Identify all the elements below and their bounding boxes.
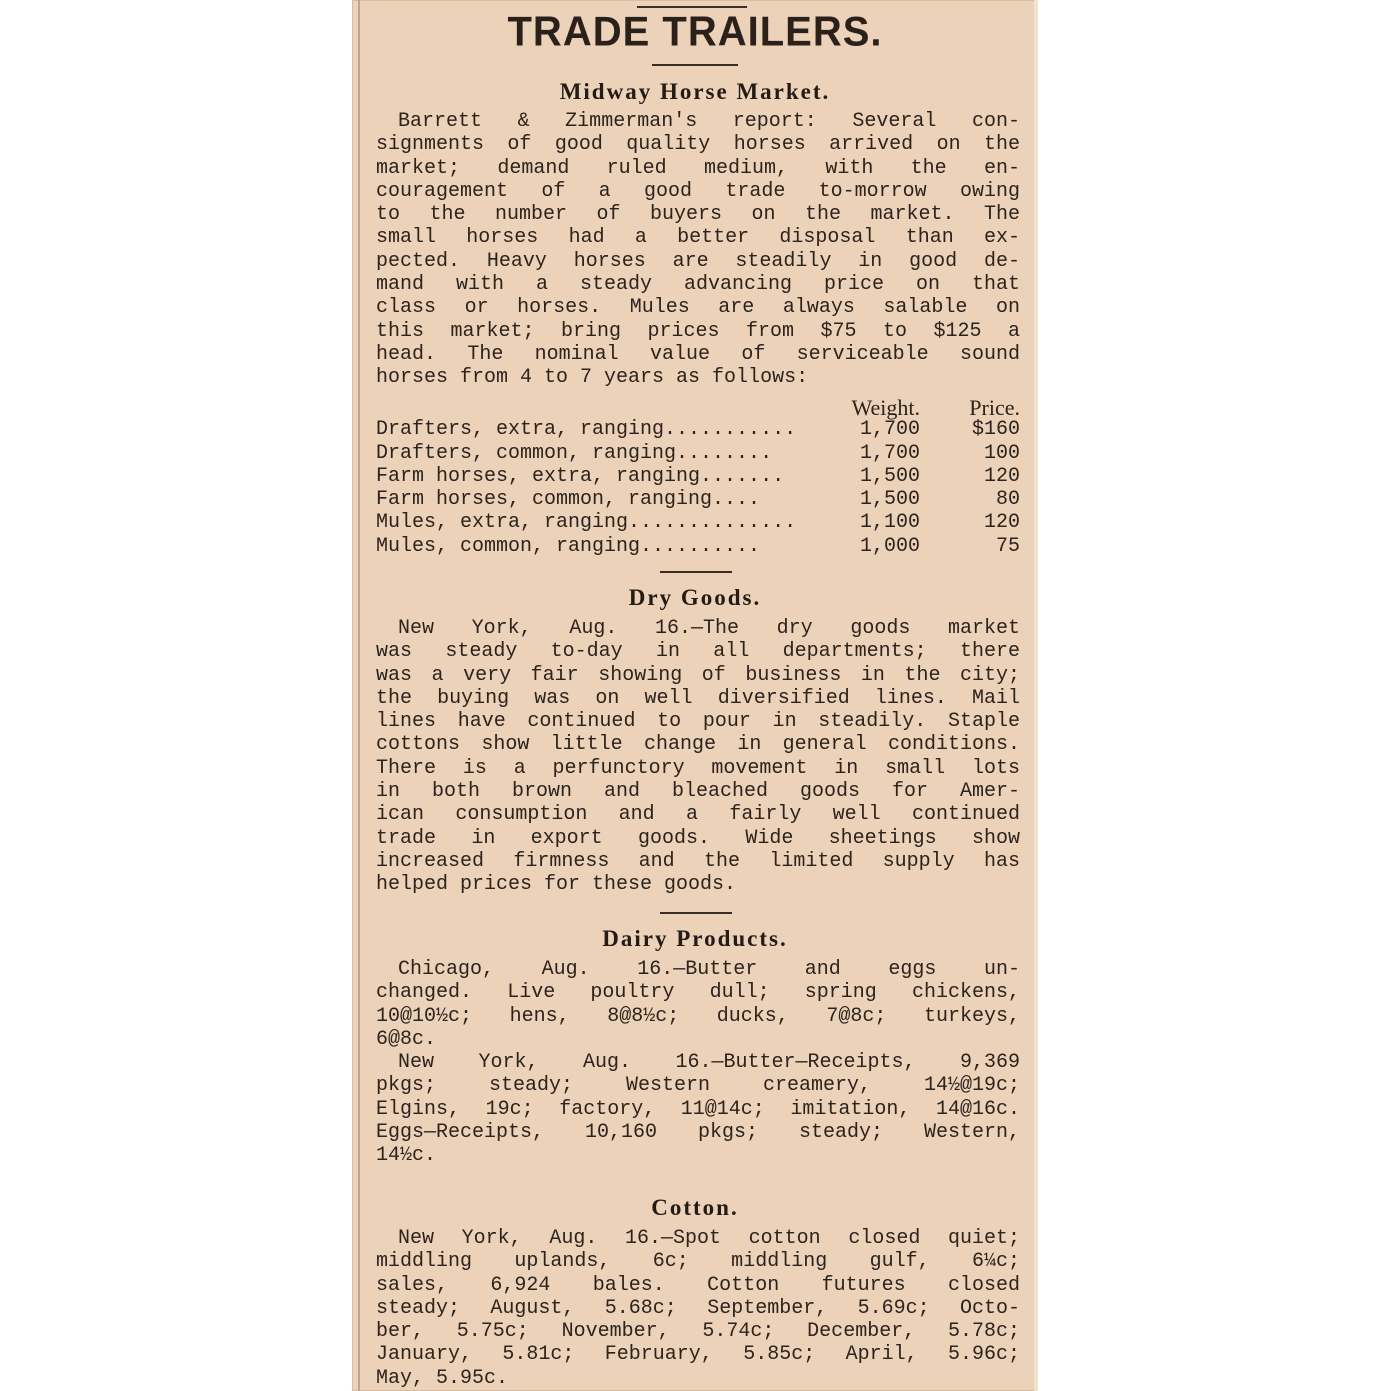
weight-column-header: Weight. bbox=[851, 395, 920, 420]
text-line: 10@10½c; hens, 8@8½c; ducks, 7@8c; turkeys, bbox=[376, 1004, 1020, 1028]
text-line: Barrett & Zimmerman's report: Several con- bbox=[398, 110, 1020, 133]
text-line: horses from 4 to 7 years as follows: bbox=[376, 366, 809, 390]
text-line: Elgins, 19c; factory, 11@14c; imitation, 14@16c. bbox=[376, 1097, 1020, 1121]
page-title: TRADE TRAILERS. bbox=[507, 8, 883, 56]
text-line: head. The nominal value of serviceable sound bbox=[376, 342, 1020, 366]
dry-goods-paragraph bbox=[376, 617, 1020, 897]
text-line: 14½c. bbox=[376, 1144, 437, 1168]
section-rule bbox=[660, 912, 732, 914]
text-line: New York, Aug. 16.—Butter—Receipts, 9,369 bbox=[398, 1051, 1020, 1075]
table-row bbox=[376, 488, 1020, 511]
text-line: lines have continued to pour in steadily. Staple bbox=[376, 710, 1020, 734]
text-line: ber, 5.75c; November, 5.74c; December, 5.78c; bbox=[376, 1320, 1020, 1344]
price-column-header: Price. bbox=[969, 395, 1020, 420]
text-line: New York, Aug. 16.—Spot cotton closed quiet; bbox=[398, 1227, 1020, 1250]
row-weight: 1,500 bbox=[859, 464, 920, 488]
dairy-products-heading: Dairy Products. bbox=[602, 926, 788, 951]
table-row bbox=[376, 442, 1020, 465]
text-line: class or horses. Mules are always salable on bbox=[376, 296, 1020, 320]
row-price: 120 bbox=[983, 511, 1020, 535]
text-line: sales, 6,924 bales. Cotton futures closed bbox=[376, 1273, 1020, 1297]
text-line: market; demand ruled medium, with the en- bbox=[376, 156, 1020, 180]
table-row bbox=[376, 418, 1020, 441]
text-line: pected. Heavy horses are steadily in good de- bbox=[376, 249, 1020, 273]
text-line: New York, Aug. 16.—The dry goods market bbox=[398, 617, 1020, 640]
title-rule bbox=[652, 64, 738, 66]
text-line: increased firmness and the limited supply has bbox=[376, 849, 1020, 873]
top-rule bbox=[637, 0, 747, 8]
table-row bbox=[376, 465, 1020, 488]
text-line: Chicago, Aug. 16.—Butter and eggs un- bbox=[398, 958, 1020, 981]
text-line: 6@8c. bbox=[376, 1027, 437, 1051]
text-line: cottons show little change in general conditions. bbox=[376, 733, 1020, 757]
row-weight: 1,100 bbox=[859, 511, 920, 535]
newspaper-clipping bbox=[352, 0, 1038, 1391]
section-rule bbox=[660, 571, 732, 573]
table-row bbox=[376, 535, 1020, 558]
text-line: signments of good quality horses arrived on the bbox=[376, 133, 1020, 157]
text-line: steady; August, 5.68c; September, 5.69c; Octo- bbox=[376, 1296, 1020, 1320]
dry-goods-heading: Dry Goods. bbox=[628, 585, 762, 610]
row-label: Farm horses, extra, ranging....... bbox=[376, 464, 785, 488]
text-line: changed. Live poultry dull; spring chickens, bbox=[376, 981, 1020, 1005]
text-line: helped prices for these goods. bbox=[376, 873, 737, 897]
dairy-products-paragraph bbox=[376, 958, 1020, 1168]
row-price: 75 bbox=[995, 534, 1020, 558]
cotton-heading: Cotton. bbox=[651, 1195, 739, 1220]
text-line: pkgs; steady; Western creamery, 14½@19c; bbox=[376, 1074, 1020, 1098]
text-line: the buying was on well diversified lines. Mail bbox=[376, 686, 1020, 710]
text-line: to the number of buyers on the market. The bbox=[376, 203, 1020, 227]
text-line: mand with a steady advancing price on that bbox=[376, 273, 1020, 297]
horse-market-paragraph bbox=[376, 110, 1020, 390]
row-weight: 1,700 bbox=[859, 441, 920, 465]
row-price: 120 bbox=[983, 464, 1020, 488]
text-line: May, 5.95c. bbox=[376, 1366, 509, 1390]
text-line: was steady to-day in all departments; there bbox=[376, 640, 1020, 664]
row-weight: 1,700 bbox=[859, 418, 920, 442]
row-label: Farm horses, common, ranging.... bbox=[376, 488, 761, 512]
horse-market-heading: Midway Horse Market. bbox=[559, 79, 831, 104]
text-line: Eggs—Receipts, 10,160 pkgs; steady; Western, bbox=[376, 1121, 1020, 1145]
row-label: Mules, common, ranging.......... bbox=[376, 534, 761, 558]
text-line: ican consumption and a fairly well continued bbox=[376, 803, 1020, 827]
row-weight: 1,500 bbox=[859, 488, 920, 512]
row-price: 100 bbox=[983, 441, 1020, 465]
row-price: 80 bbox=[995, 488, 1020, 512]
table-row bbox=[376, 511, 1020, 534]
text-line: There is a perfunctory movement in small lots bbox=[376, 756, 1020, 780]
row-label: Drafters, extra, ranging........... bbox=[376, 418, 797, 442]
text-line: in both brown and bleached goods for Amer- bbox=[376, 780, 1020, 804]
text-line: January, 5.81c; February, 5.85c; April, 5.96c; bbox=[376, 1343, 1020, 1367]
row-price: $160 bbox=[971, 418, 1020, 442]
text-line: this market; bring prices from $75 to $125 a bbox=[376, 319, 1020, 343]
text-line: couragement of a good trade to-morrow owing bbox=[376, 179, 1020, 203]
row-label: Mules, extra, ranging.............. bbox=[376, 511, 797, 535]
row-label: Drafters, common, ranging........ bbox=[376, 441, 773, 465]
text-line: was a very fair showing of business in the city; bbox=[376, 663, 1020, 687]
cotton-paragraph bbox=[376, 1227, 1020, 1390]
text-line: small horses had a better disposal than ex- bbox=[376, 226, 1020, 250]
text-line: trade in export goods. Wide sheetings show bbox=[376, 826, 1020, 850]
table-header bbox=[376, 395, 1020, 418]
row-weight: 1,000 bbox=[859, 534, 920, 558]
text-line: middling uplands, 6c; middling gulf, 6¼c; bbox=[376, 1250, 1020, 1274]
horse-price-table bbox=[376, 395, 1020, 558]
